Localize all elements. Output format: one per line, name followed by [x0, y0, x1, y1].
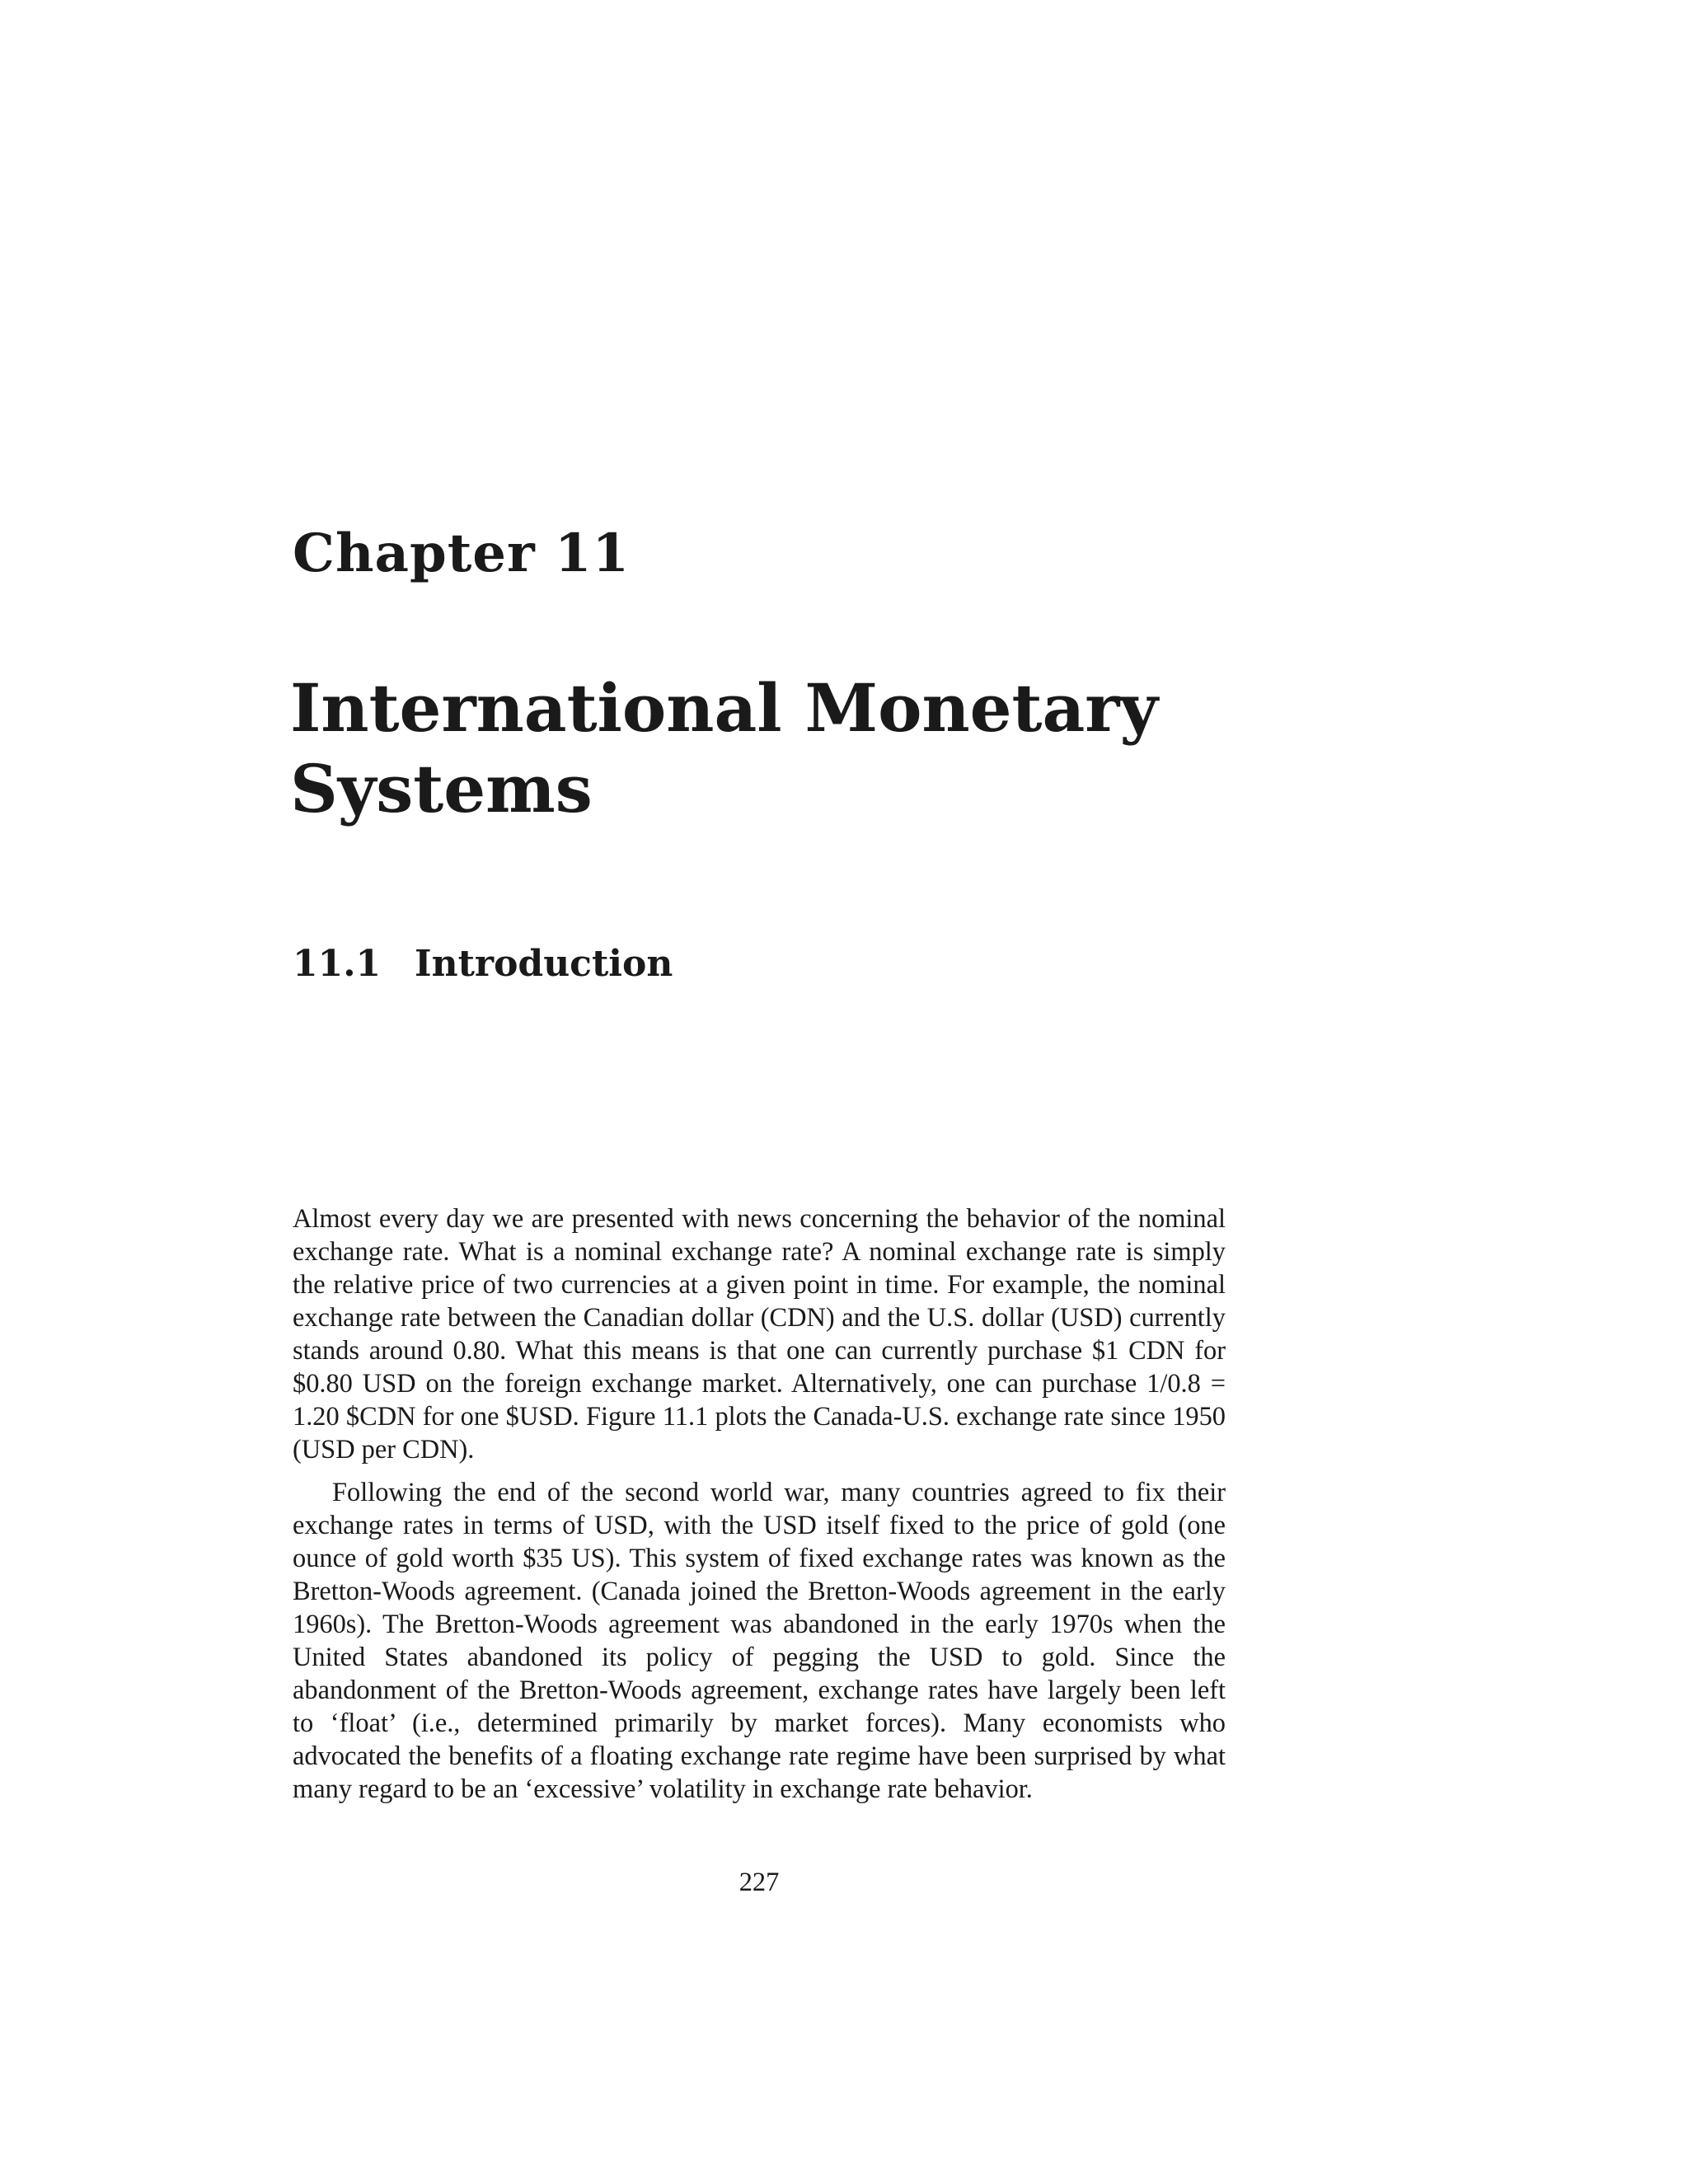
section-number: 11.1 — [293, 943, 382, 985]
chapter-title: International Monetary Systems — [290, 669, 1158, 828]
section-title: Introduction — [415, 943, 673, 985]
paragraph: Almost every day we are presented with news concerning the behavior of the nominal exchange rate. What is a nominal exchange rate? A nominal exchange rate is simply the relative price of two currencies at a given point in time. For example, the nominal exchange rate between the Canadian dollar (CDN) and the U.S. dollar (USD) currently stands around 0.80. What this means is that one can currently purchase $1 CDN for $0.80 USD on the foreign exchange market. Alternatively, one can purchase 1/0.8 = 1.20 $CDN for one $USD. Figure 11.1 plots the Canada-U.S. exchange rate since 1950 (USD per CDN). — [293, 1204, 1226, 1465]
chapter-label: Chapter 11 — [293, 523, 631, 584]
page-number: 227 — [738, 1868, 780, 1897]
body-text — [293, 1202, 1226, 1806]
paragraph: Following the end of the second world war, many countries agreed to fix their exchange rates in terms of USD, with the USD itself fixed to the price of gold (one ounce of gold worth $35 US). This system of fixed exchange rates was known as the Bretton-Woods agreement. (Canada joined the Bretton-Woods agreement in the early 1960s). The Bretton-Woods agreement was abandoned in the early 1970s when the United States abandoned its policy of pegging the USD to gold. Since the abandonment of the Bretton-Woods agreement, exchange rates have largely been left to ‘float’ (i.e., determined primarily by market forces). Many economists who advocated the benefits of a floating exchange rate regime have been surprised by what many regard to be an ‘excessive’ volatility in exchange rate behavior. — [293, 1478, 1226, 1804]
section-heading — [293, 943, 673, 985]
